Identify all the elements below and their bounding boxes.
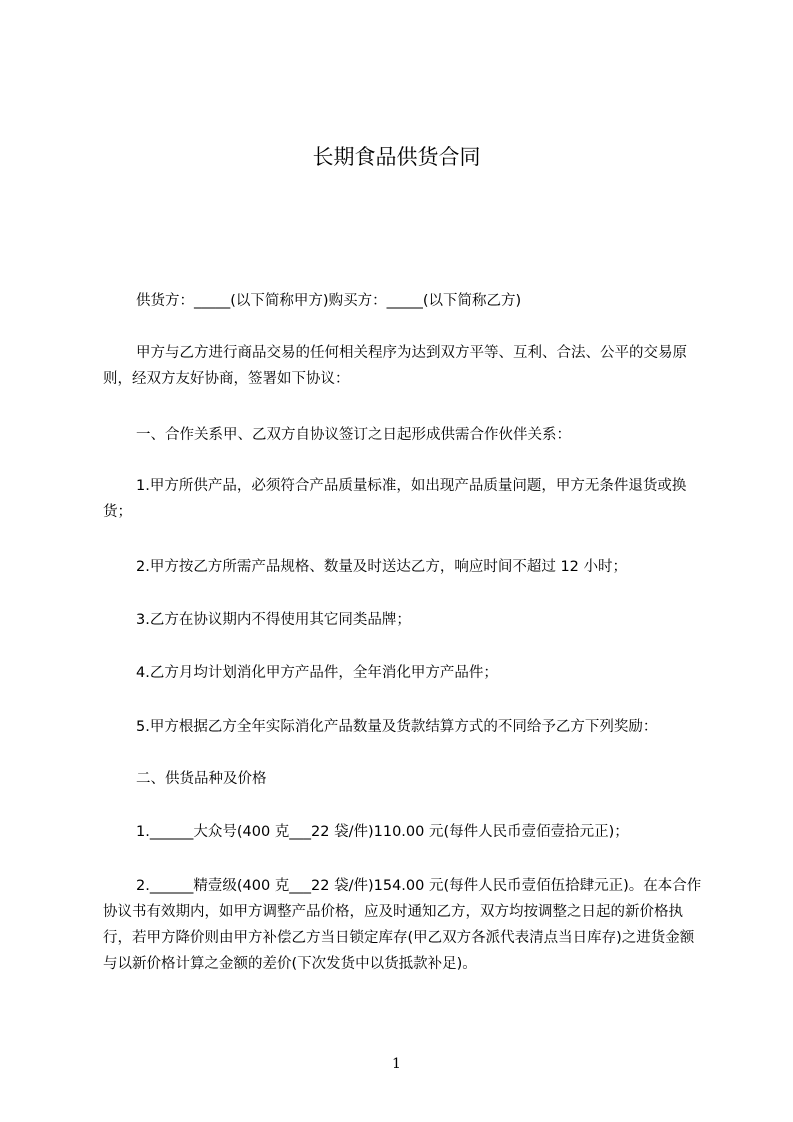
- parties-line: 供货方：_____(以下简称甲方)购买方：_____(以下简称乙方): [136, 293, 522, 309]
- section1-heading: 一、合作关系甲、乙双方自协议签订之日起形成供需合作伙伴关系：: [136, 427, 571, 443]
- section1-item: 3.乙方在协议期内不得使用其它同类品牌；: [136, 612, 411, 628]
- page-number: 1: [392, 1056, 401, 1072]
- section2-item: 1.______大众号(400 克___22 袋/件)110.00 元(每件人民币壹佰壹拾元正)；: [136, 824, 629, 840]
- section2-heading: 二、供货品种及价格: [136, 771, 267, 787]
- section1-item: 4.乙方月均计划消化甲方产品件，全年消化甲方产品件；: [136, 665, 498, 681]
- preamble-paragraph: 甲方与乙方进行商品交易的任何相关程序为达到双方平等、互利、合法、公平的交易原则，经双方友好协商，签署如下协议：: [103, 345, 687, 387]
- section1-item: 5.甲方根据乙方全年实际消化产品数量及货款结算方式的不同给予乙方下列奖励：: [136, 719, 658, 735]
- document-title: 长期食品供货合同: [312, 145, 481, 169]
- section1-item: 1.甲方所供产品，必须符合产品质量标准，如出现产品质量问题，甲方无条件退货或换货；: [103, 478, 687, 520]
- section2-item: 2.______精壹级(400 克___22 袋/件)154.00 元(每件人民币壹佰伍拾肆元正)。在本合作协议书有效期内，如甲方调整产品价格，应及时通知乙方，双方均按调整之日起的新价格执行，若甲方降价则由甲方补偿乙方当日锁定库存(甲乙双方各派代表清点当日库存)之进货金额与以新价格计算之金额的差价(下次发货中以货抵款补足)。: [103, 878, 702, 972]
- section1-item: 2.甲方按乙方所需产品规格、数量及时送达乙方，响应时间不超过 12 小时；: [136, 559, 628, 575]
